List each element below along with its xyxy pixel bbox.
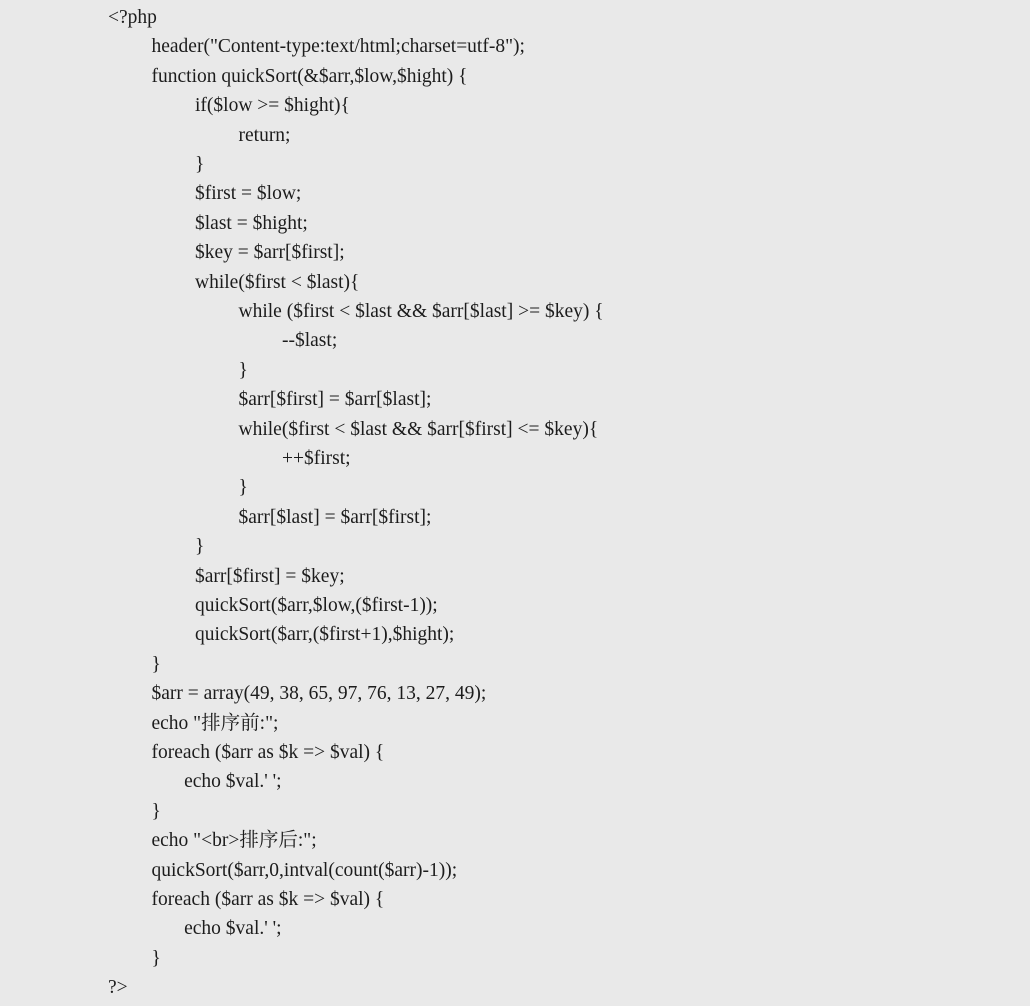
code-line: quickSort($arr,0,intval(count($arr)-1)); <box>151 859 458 881</box>
code-line: while($first < $last && $arr[$first] <= $key){ <box>238 418 599 440</box>
code-line: while($first < $last){ <box>195 271 360 293</box>
code-line: quickSort($arr,$low,($first-1)); <box>195 595 438 616</box>
code-line: $arr[$first] = $arr[$last]; <box>238 389 432 411</box>
code-line: while ($first < $last && $arr[$last] >= $key) { <box>238 301 604 322</box>
code-line: $arr = array(49, 38, 65, 97, 76, 13, 27, 49); <box>151 683 487 705</box>
code-line: $arr[$first] = $key; <box>195 565 345 587</box>
code-line: $first = $low; <box>195 183 302 205</box>
code-line: foreach ($arr as $k => $val) { <box>151 889 385 910</box>
code-line: function quickSort(&$arr,$low,$hight) { <box>151 65 468 87</box>
code-line: if($low >= $hight){ <box>195 95 350 117</box>
code-line: } <box>151 947 161 969</box>
code-line: } <box>238 477 248 499</box>
code-line: echo "<br>排序后:"; <box>151 830 317 852</box>
code-line: } <box>195 536 205 558</box>
code-line: --$last; <box>282 330 338 352</box>
code-line: } <box>151 800 161 822</box>
code-line: echo "排序前:"; <box>151 712 279 734</box>
code-line: $arr[$last] = $arr[$first]; <box>238 506 432 528</box>
code-line: $last = $hight; <box>195 212 308 234</box>
code-line: } <box>151 653 161 675</box>
code-line: } <box>238 359 248 381</box>
code-line: foreach ($arr as $k => $val) { <box>151 742 385 763</box>
code-line: echo $val.' '; <box>184 771 282 793</box>
code-line: ++$first; <box>282 448 351 469</box>
code-line: $key = $arr[$first]; <box>195 242 345 264</box>
code-line: header("Content-type:text/html;charset=utf-8"); <box>151 36 525 58</box>
code-line: quickSort($arr,($first+1),$hight); <box>195 624 455 646</box>
code-line: return; <box>238 124 291 146</box>
code-line: } <box>195 154 205 175</box>
code-line: echo $val.' '; <box>184 918 282 940</box>
code-line: ?> <box>108 977 128 999</box>
code-line: <?php <box>108 7 157 28</box>
